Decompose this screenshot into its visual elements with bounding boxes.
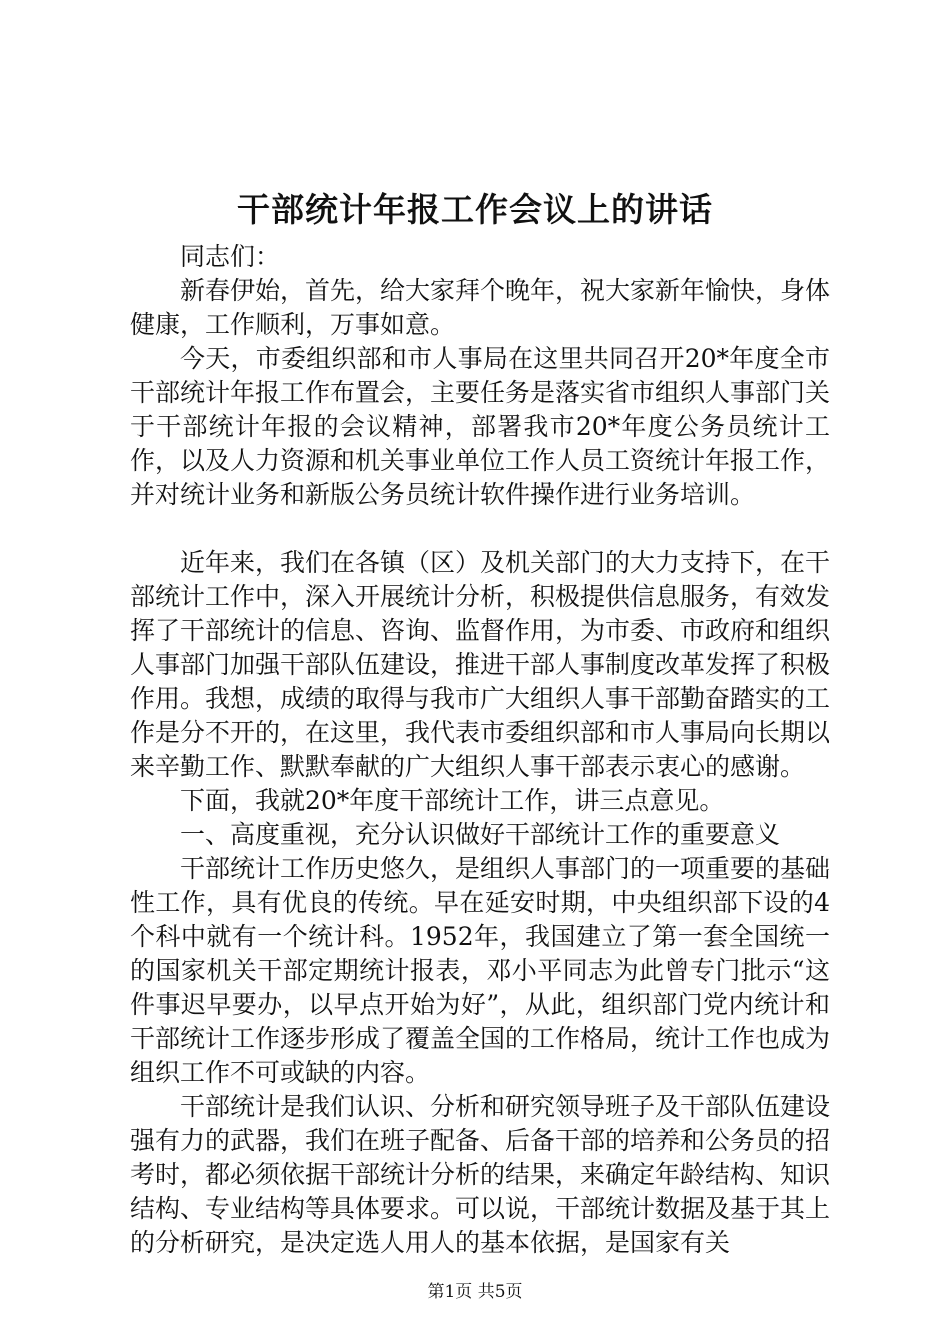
paragraph-meeting-purpose: 今天，市委组织部和市人事局在这里共同召开20*年度全市干部统计年报工作布置会，主要任务是落实省市组织人事部门关于干部统计年报的会议精神，部署我市20*年度公务员统计工作，以及人力资源和机关事业单位工作人员工资统计年报工作，并对统计业务和新版公务员统计软件操作进行业务培训。 xyxy=(130,344,831,509)
page-number-footer: 第1页 共5页 xyxy=(427,1282,523,1302)
paragraph-intro-points: 下面，我就20*年度干部统计工作，讲三点意见。 xyxy=(180,786,725,815)
paragraph-salutation: 同志们： xyxy=(180,242,281,271)
document-title: 干部统计年报工作会议上的讲话 xyxy=(237,190,713,229)
paragraph-greeting: 新春伊始，首先，给大家拜个晚年，祝大家新年愉快，身体健康，工作顺利，万事如意。 xyxy=(130,276,831,339)
document-body xyxy=(130,240,830,1260)
paragraph-history: 干部统计工作历史悠久，是组织人事部门的一项重要的基础性工作，具有优良的传统。早在延安时期，中央组织部下设的4个科中就有一个统计科。1952年，我国建立了第一套全国统一的国家机关干部定期统计报表，邓小平同志为此曾专门批示“这件事迟早要办，以早点开始为好”，从此，组织部门党内统计和干部统计工作逐步形成了覆盖全国的工作格局，统计工作也成为组织工作不可或缺的内容。 xyxy=(130,854,831,1087)
section-heading-1: 一、高度重视，充分认识做好干部统计工作的重要意义 xyxy=(180,820,781,849)
paragraph-statistics-role: 干部统计是我们认识、分析和研究领导班子及干部队伍建设强有力的武器，我们在班子配备、后备干部的培养和公务员的招考时，都必须依据干部统计分析的结果，来确定年龄结构、知识结构、专业结构等具体要求。可以说，干部统计数据及基于其上的分析研究，是决定选人用人的基本依据，是国家有关 xyxy=(130,1092,831,1257)
paragraph-spacer xyxy=(130,512,830,546)
paragraph-achievements: 近年来，我们在各镇（区）及机关部门的大力支持下，在干部统计工作中，深入开展统计分析，积极提供信息服务，有效发挥了干部统计的信息、咨询、监督作用，为市委、市政府和组织人事部门加强干部队伍建设，推进干部人事制度改革发挥了积极作用。我想，成绩的取得与我市广大组织人事干部勤奋踏实的工作是分不开的，在这里，我代表市委组织部和市人事局向长期以来辛勤工作、默默奉献的广大组织人事干部表示衷心的感谢。 xyxy=(130,548,831,781)
